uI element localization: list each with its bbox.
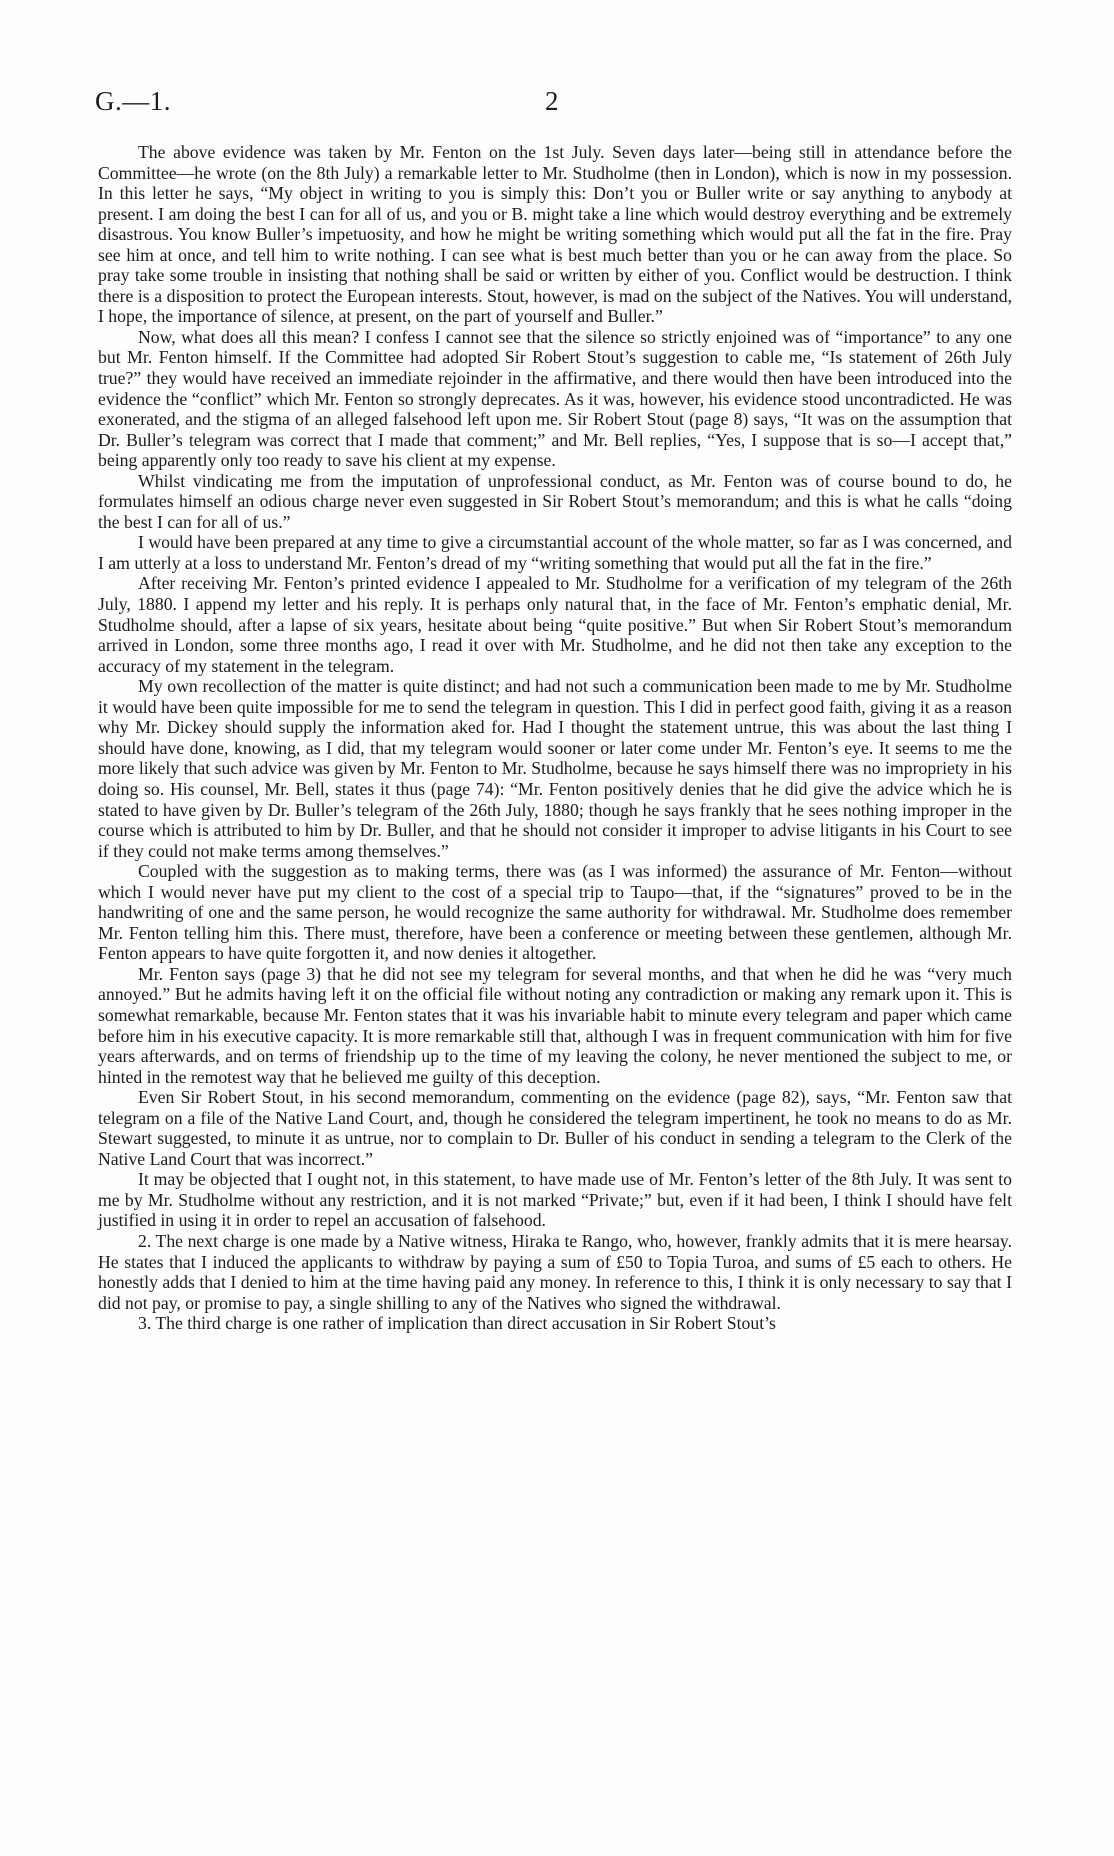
series-code: G.—1.	[95, 86, 171, 116]
paragraph: Coupled with the suggestion as to making terms, there was (as I was informed) the assurance of Mr. Fenton—without which I would never have put my client to the cost of a special trip to Taupo—that, if the “signatures” proved to be in the handwriting of one and the same person, he would recognize the same authority for withdrawal. Mr. Studholme does remember Mr. Fenton telling him this. There must, therefore, have been a conference or meeting between these gentlemen, although Mr. Fenton appears to have quite forgotten it, and now denies it altogether.	[98, 861, 1012, 964]
paragraph: Mr. Fenton says (page 3) that he did not see my telegram for several months, and that when he did he was “very much annoyed.” But he admits having left it on the official file without noting any contradiction or making any remark upon it. This is somewhat remarkable, because Mr. Fenton states that it was his invariable habit to minute every telegram and paper which came before him in his executive capacity. It is more remarkable still that, although I was in frequent communication with him for five years afterwards, and on terms of friendship up to the time of my leaving the colony, he never mentioned the subject to me, or hinted in the remotest way that he believed me guilty of this deception.	[98, 963, 1012, 1087]
paragraph: Even Sir Robert Stout, in his second memorandum, commenting on the evidence (page 82), says, “Mr. Fenton saw that telegram on a file of the Native Land Court, and, though he considered the telegram impertinent, he took no means to do as Mr. Stewart suggested, to minute it as untrue, nor to complain to Dr. Buller of his conduct in sending a telegram to the Clerk of the Native Land Court that was incorrect.”	[98, 1087, 1012, 1169]
body-text	[98, 142, 1012, 1334]
paragraph: It may be objected that I ought not, in this statement, to have made use of Mr. Fenton’s letter of the 8th July. It was sent to me by Mr. Studholme without any restriction, and it is not marked “Private;” but, even if it had been, I think I should have felt justified in using it in order to repel an accusation of falsehood.	[98, 1169, 1012, 1231]
paragraph: The above evidence was taken by Mr. Fenton on the 1st July. Seven days later—being still in attendance before the Committee—he wrote (on the 8th July) a remarkable letter to Mr. Studholme (then in London), which is now in my possession. In this letter he says, “My object in writing to you is simply this: Don’t you or Buller write or say anything to anybody at present. I am doing the best I can for all of us, and you or B. might take a line which would destroy everything and be extremely disastrous. You know Buller’s impetuosity, and how he might be writing something which would put all the fat in the fire. Pray see him at once, and tell him to write nothing. I can see what is best much better than you or he can away from the place. So pray take some trouble in insisting that nothing shall be said or written by either of you. Conflict would be destruction. I think there is a disposition to protect the European interests. Stout, however, is mad on the subject of the Natives. You will understand, I hope, the importance of silence, at present, on the part of yourself and Buller.”	[98, 142, 1012, 327]
paragraph: 2. The next charge is one made by a Native witness, Hiraka te Rango, who, however, frankly admits that it is mere hearsay. He states that I induced the applicants to withdraw by paying a sum of £50 to Topia Turoa, and sums of £5 each to others. He honestly adds that I denied to him at the time having paid any money. In reference to this, I think it is only necessary to say that I did not pay, or promise to pay, a single shilling to any of the Natives who signed the withdrawal.	[98, 1230, 1012, 1313]
paragraph: Whilst vindicating me from the imputation of unprofessional conduct, as Mr. Fenton was of course bound to do, he formulates himself an odious charge never even suggested in Sir Robert Stout’s memorandum; and this is what he calls “doing the best I can for all of us.”	[98, 470, 1012, 532]
paragraph: 3. The third charge is one rather of implication than direct accusation in Sir Robert Stout’s	[138, 1313, 776, 1334]
paragraph: I would have been prepared at any time to give a circumstantial account of the whole matter, so far as I was concerned, and I am utterly at a loss to understand Mr. Fenton’s dread of my “writing something that would put all the fat in the fire.”	[98, 532, 1012, 573]
paragraph: Now, what does all this mean? I confess I cannot see that the silence so strictly enjoined was of “importance” to any one but Mr. Fenton himself. If the Committee had adopted Sir Robert Stout’s suggestion to cable me, “Is statement of 26th July true?” they would have received an immediate rejoinder in the affirmative, and there would then have been introduced into the evidence the “conflict” which Mr. Fenton so strongly deprecates. As it was, however, his evidence stood uncontradicted. He was exonerated, and the stigma of an alleged falsehood left upon me. Sir Robert Stout (page 8) says, “It was on the assumption that Dr. Buller’s telegram was correct that I made that comment;” and Mr. Bell replies, “Yes, I suppose that is so—I accept that,” being apparently only too ready to save his client at my expense.	[98, 326, 1012, 471]
page-number: 2	[545, 86, 559, 116]
page-header	[95, 86, 1015, 126]
paragraph: My own recollection of the matter is quite distinct; and had not such a communication been made to me by Mr. Studholme it would have been quite impossible for me to send the telegram in question. This I did in perfect good faith, giving it as a reason why Mr. Dickey should supply the information aked for. Had I thought the statement untrue, this was about the last thing I should have done, knowing, as I did, that my telegram would sooner or later come under Mr. Fenton’s eye. It seems to me the more likely that such advice was given by Mr. Fenton to Mr. Studholme, because he says himself there was no impropriety in his doing so. His counsel, Mr. Bell, states it thus (page 74): “Mr. Fenton positively denies that he did give the advice which he is stated to have given by Dr. Buller’s telegram of the 26th July, 1880; though he says frankly that he sees nothing improper in the course which is attributed to him by Dr. Buller, and that he should not consider it improper to advise litigants in his Court to see if they could not make terms among themselves.”	[98, 676, 1012, 861]
paragraph: After receiving Mr. Fenton’s printed evidence I appealed to Mr. Studholme for a verification of my telegram of the 26th July, 1880. I append my letter and his reply. It is perhaps only natural that, in the face of Mr. Fenton’s emphatic denial, Mr. Studholme should, after a lapse of six years, hesitate about being “quite positive.” But when Sir Robert Stout’s memorandum arrived in London, some three months ago, I read it over with Mr. Studholme, and he did not then take any exception to the accuracy of my statement in the telegram.	[98, 573, 1012, 676]
